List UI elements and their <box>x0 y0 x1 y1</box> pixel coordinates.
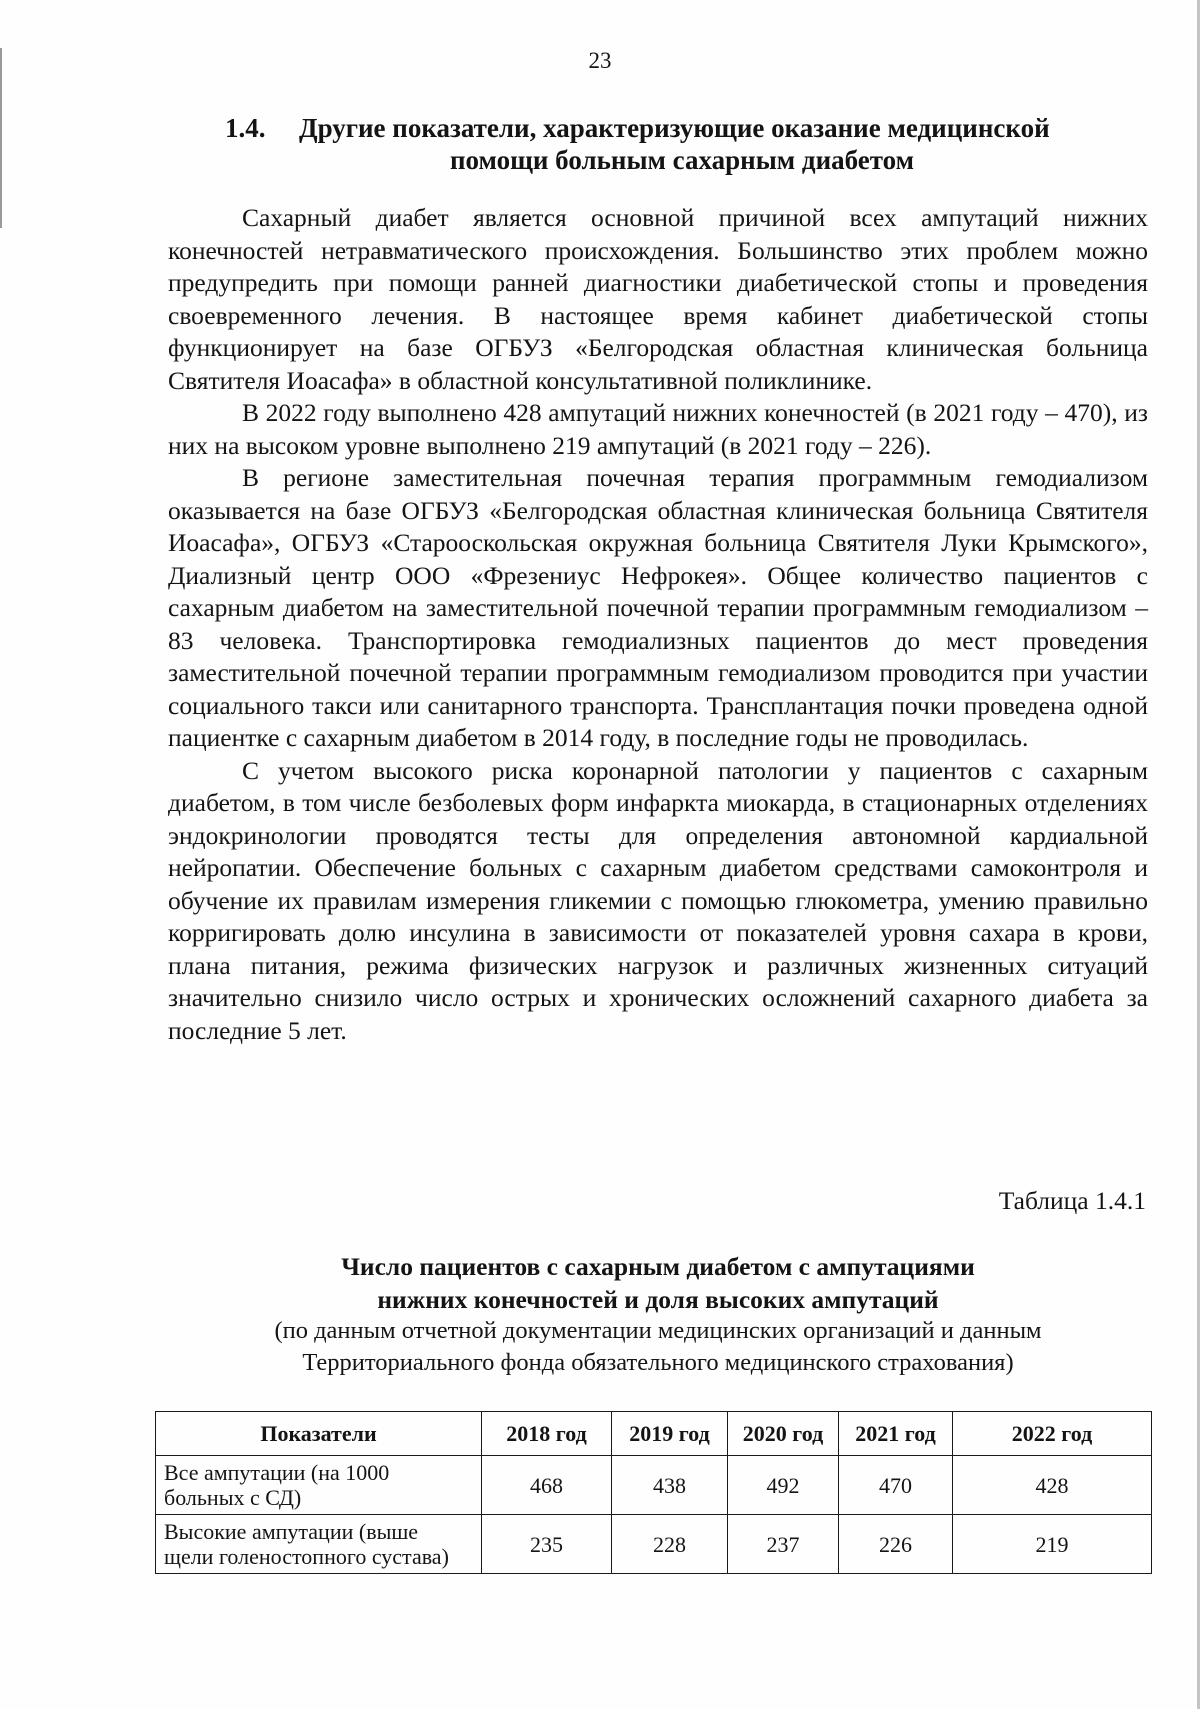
header-indicator: Показатели <box>156 1412 482 1456</box>
table-row <box>156 1456 1152 1515</box>
header-2019: 2019 год <box>612 1412 728 1456</box>
row-label <box>156 1515 482 1574</box>
table-row <box>156 1515 1152 1574</box>
header-2018: 2018 год <box>482 1412 612 1456</box>
table-cell: 438 <box>612 1456 728 1515</box>
row-label-line: больных с СД) <box>164 1485 302 1510</box>
table-title <box>168 1250 1148 1316</box>
body-text <box>168 202 1148 1047</box>
row-label-line: Все ампутации (на 1000 <box>164 1460 390 1485</box>
table-title-line-1: Число пациентов с сахарным диабетом с ампутациями <box>341 1252 975 1281</box>
table-label: Таблица 1.4.1 <box>998 1186 1146 1215</box>
table-header-row <box>156 1412 1152 1456</box>
paragraph-amputations-stats: В 2022 году выполнено 428 ампутаций нижних конечностей (в 2021 году – 470), из них на высоком уровне выполнено 219 ампутаций (в 2021 году – 226). <box>168 398 1148 460</box>
paragraph-hemodialysis: В регионе заместительная почечная терапия программным гемодиализом оказывается на базе ОГБУЗ «Белгородская областная клиническая больница Святителя Иоасафа», ОГБУЗ «Старооскольская окружная больница Святителя Луки Крымского», Диализный центр ООО «Фрезениус Нефрокея». Общее количество пациентов с сахарным диабетом на заместительной почечной терапии программным гемодиализом – 83 человека. Транспортировка гемодиализных пациентов до мест проведения заместительной почечной терапии программным гемодиализом проводится при участии социального такси или санитарного транспорта. Трансплантация почки проведена одной пациентке с сахарным диабетом в 2014 году, в последние годы не проводилась. <box>168 463 1148 752</box>
section-title-line-1: Другие показатели, характеризующие оказание медицинской <box>299 113 1050 143</box>
table-source-line-2: Территориального фонда обязательного медицинского страхования) <box>302 1349 1014 1376</box>
amputations-table <box>155 1411 1152 1574</box>
row-label-line: щели голеностопного сустава) <box>164 1544 449 1569</box>
table-cell: 237 <box>728 1515 839 1574</box>
row-label-line: Высокие ампутации (выше <box>164 1519 419 1544</box>
page-number: 23 <box>588 48 612 73</box>
header-2020: 2020 год <box>728 1412 839 1456</box>
section-number: 1.4. <box>225 113 266 143</box>
table-cell: 468 <box>482 1456 612 1515</box>
header-2021: 2021 год <box>839 1412 953 1456</box>
scan-edge-left <box>0 48 2 228</box>
table-cell: 235 <box>482 1515 612 1574</box>
table-cell: 492 <box>728 1456 839 1515</box>
paragraph-amputations-intro: Сахарный диабет является основной причиной всех ампутаций нижних конечностей нетравматического происхождения. Большинство этих проблем можно предупредить при помощи ранней диагностики диабетической стопы и проведения своевременного лечения. В настоящее время кабинет диабетической стопы функционирует на базе ОГБУЗ «Белгородская областная клиническая больница Святителя Иоасафа» в областной консультативной поликлинике. <box>168 203 1148 395</box>
table-title-line-2: нижних конечностей и доля высоких ампутаций <box>377 1285 939 1314</box>
row-label <box>156 1456 482 1515</box>
header-2022: 2022 год <box>953 1412 1152 1456</box>
table-cell: 470 <box>839 1456 953 1515</box>
section-title-line-2: помощи больным сахарным диабетом <box>450 145 915 175</box>
table-cell: 428 <box>953 1456 1152 1515</box>
table-cell: 228 <box>612 1515 728 1574</box>
table-cell: 226 <box>839 1515 953 1574</box>
table-source-line-1: (по данным отчетной документации медицинских организаций и данным <box>274 1317 1042 1344</box>
table-cell: 219 <box>953 1515 1152 1574</box>
paragraph-self-monitoring: С учетом высокого риска коронарной патологии у пациентов с сахарным диабетом, в том числе безболевых форм инфаркта миокарда, в стационарных отделениях эндокринологии проводятся тесты для определения автономной кардиальной нейропатии. Обеспечение больных с сахарным диабетом средствами самоконтроля и обучение их правилам измерения гликемии с помощью глюкометра, умению правильно корригировать долю инсулина в зависимости от показателей уровня сахара в крови, плана питания, режима физических нагрузок и различных жизненных ситуаций значительно снизило число острых и хронических осложнений сахарного диабета за последние 5 лет. <box>168 755 1148 1045</box>
table-source <box>168 1315 1148 1379</box>
